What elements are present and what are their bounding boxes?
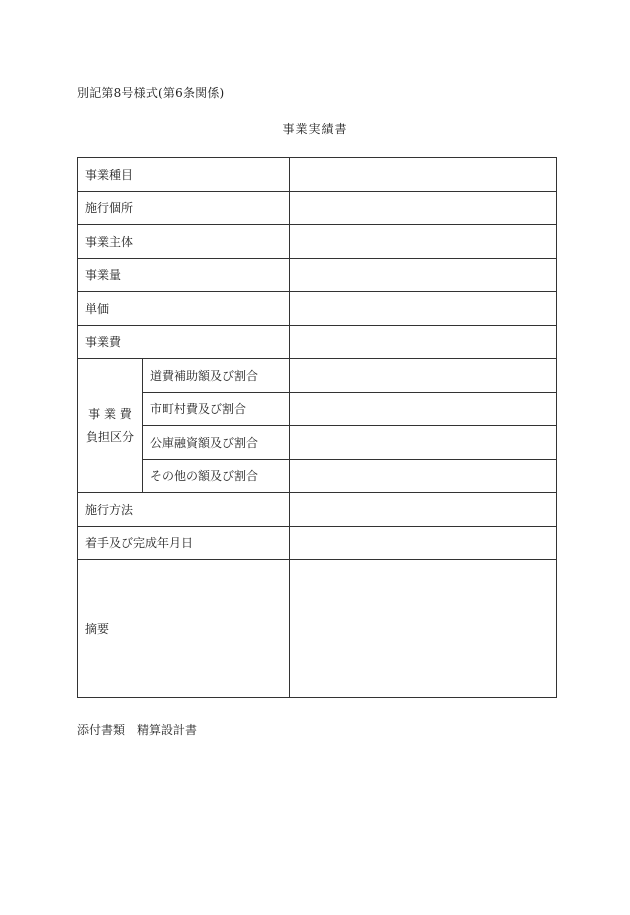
table-row	[78, 292, 557, 326]
row-label-unit-price: 単価	[78, 292, 290, 326]
burden-item-prefectural: 道費補助額及び割合	[143, 359, 290, 393]
burden-item-public-loan: 公庫融資額及び割合	[143, 426, 290, 460]
value-cell-quantity	[290, 258, 557, 292]
value-cell-prefectural	[290, 359, 557, 393]
burden-label-line1: 事 業 費	[88, 406, 132, 421]
burden-item-municipal: 市町村費及び割合	[143, 392, 290, 426]
document-title: 事業実績書	[282, 122, 348, 136]
value-cell-other	[290, 459, 557, 493]
table-row	[78, 258, 557, 292]
row-label-cost: 事業費	[78, 325, 290, 359]
value-cell-summary	[290, 560, 557, 698]
table-row	[78, 493, 557, 527]
row-label-entity: 事業主体	[78, 225, 290, 259]
value-cell-unit-price	[290, 292, 557, 326]
table-row	[78, 325, 557, 359]
table-row	[78, 526, 557, 560]
value-cell-method	[290, 493, 557, 527]
value-cell-public-loan	[290, 426, 557, 460]
attachments-note: 添付書類 精算設計書	[77, 723, 198, 737]
table-row	[78, 191, 557, 225]
table-row	[78, 426, 557, 460]
table-row	[78, 225, 557, 259]
row-label-summary: 摘要	[78, 560, 290, 698]
burden-label-line2: 負担区分	[85, 429, 134, 444]
value-cell-dates	[290, 526, 557, 560]
value-cell-entity	[290, 225, 557, 259]
burden-item-other: その他の額及び割合	[143, 459, 290, 493]
row-label-type: 事業種目	[78, 158, 290, 192]
burden-category-label	[78, 359, 143, 493]
table-row	[78, 459, 557, 493]
value-cell-municipal	[290, 392, 557, 426]
row-label-method: 施行方法	[78, 493, 290, 527]
value-cell-location	[290, 191, 557, 225]
value-cell-type	[290, 158, 557, 192]
table-row	[78, 158, 557, 192]
form-reference: 別記第8号様式(第6条関係)	[77, 86, 225, 100]
row-label-location: 施行個所	[78, 191, 290, 225]
table-row	[78, 392, 557, 426]
table-row	[78, 560, 557, 698]
table-row	[78, 359, 557, 393]
row-label-dates: 着手及び完成年月日	[78, 526, 290, 560]
report-table	[77, 157, 557, 698]
value-cell-cost	[290, 325, 557, 359]
row-label-quantity: 事業量	[78, 258, 290, 292]
